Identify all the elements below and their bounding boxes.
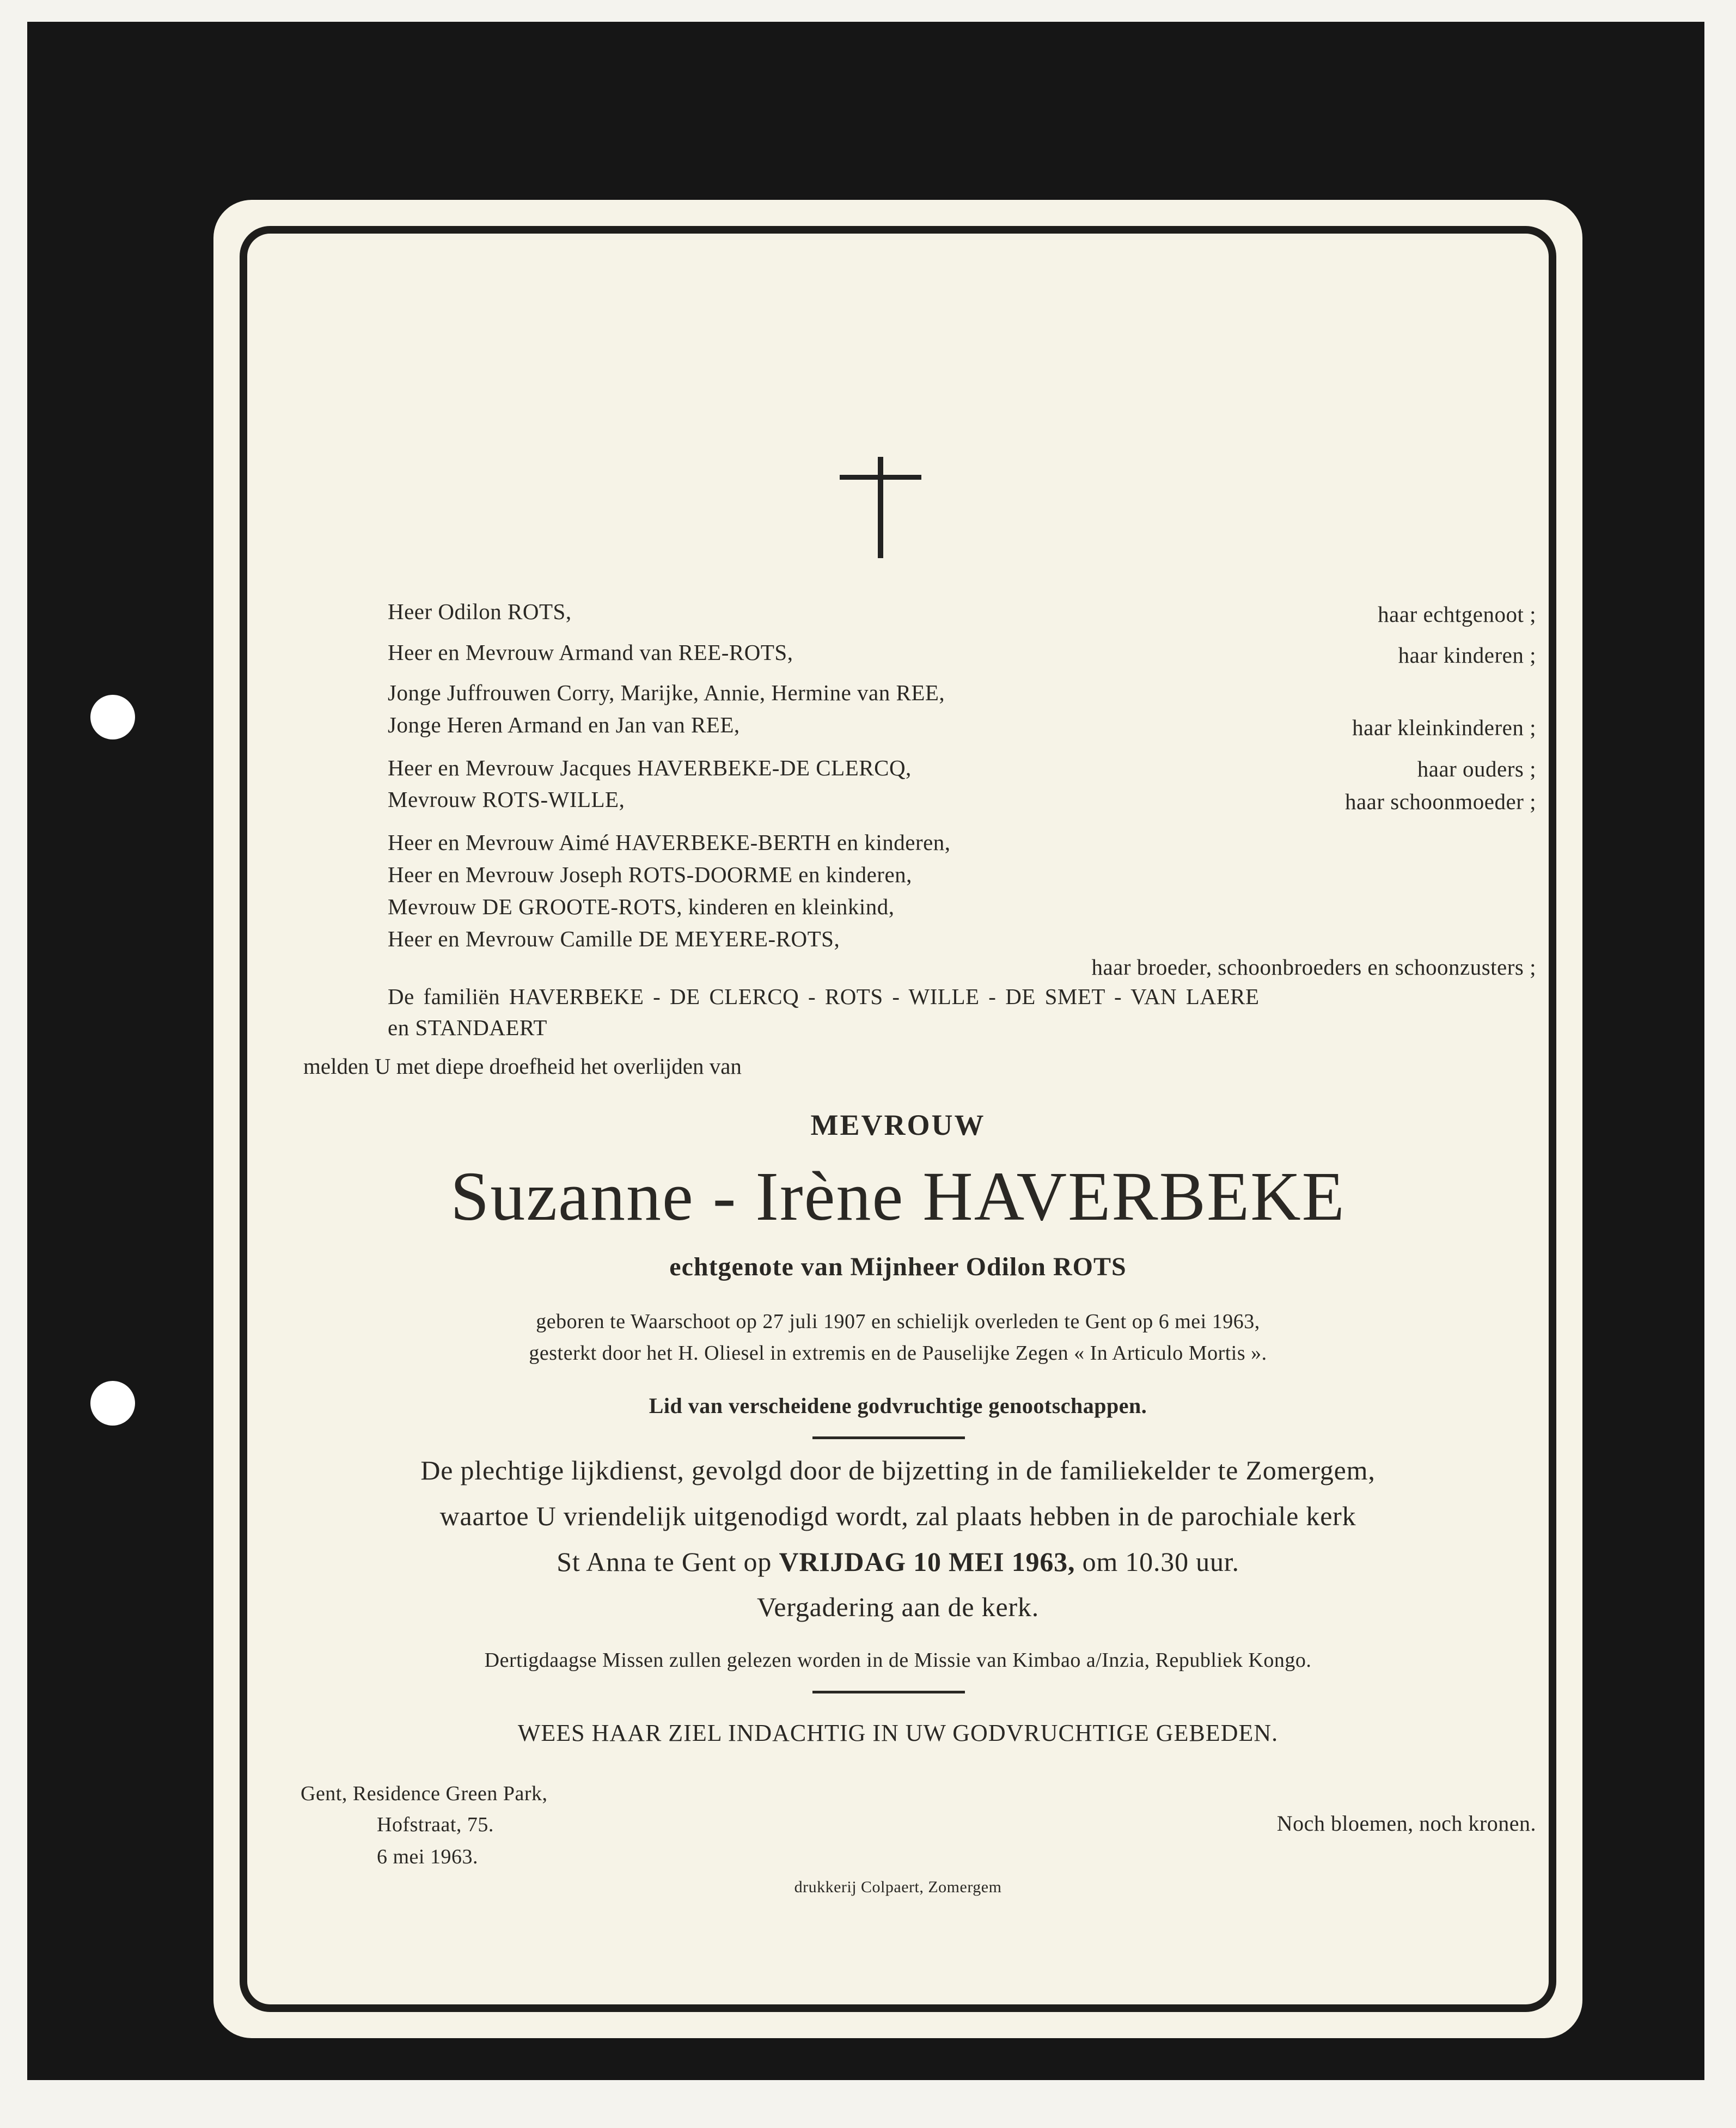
- service-date: VRIJDAG 10 MEI 1963,: [779, 1546, 1075, 1577]
- service-line: De plechtige lijkdienst, gevolgd door de bijzetting in de familiekelder te Zomergem,: [420, 1455, 1376, 1485]
- death-notice-card: [213, 200, 1582, 2038]
- family-line: Heer en Mevrouw Armand van REE-ROTS,: [388, 640, 793, 665]
- service-line: waartoe U vriendelijk uitgenodigd wordt, zal plaats hebben in de parochiale kerk: [439, 1501, 1356, 1531]
- family-line: Heer en Mevrouw Aimé HAVERBEKE-BERTH en kinderen,: [388, 830, 951, 855]
- family-line: Mevrouw DE GROOTE-ROTS, kinderen en kleinkind,: [388, 894, 895, 919]
- family-relation: haar kleinkinderen ;: [1352, 715, 1536, 740]
- divider: [812, 1436, 965, 1439]
- service-date-line: [213, 1548, 1582, 1575]
- masses-line: Dertigdaagse Missen zullen gelezen worden in de Missie van Kimbao a/Inzia, Republiek Kongo.: [484, 1649, 1312, 1672]
- punch-hole-top: [90, 695, 135, 739]
- family-relation: haar echtgenoot ;: [1378, 602, 1536, 627]
- announcement: melden U met diepe droefheid het overlijden van: [303, 1054, 742, 1079]
- birth-line: geboren te Waarschoot op 27 juli 1907 en schielijk overleden te Gent op 6 mei 1963,: [536, 1310, 1260, 1333]
- prayer-request: WEES HAAR ZIEL INDACHTIG IN UW GODVRUCHTIGE GEBEDEN.: [517, 1720, 1279, 1746]
- address-line: Hofstraat, 75.: [377, 1813, 494, 1836]
- families-line: en STANDAERT: [388, 1015, 547, 1040]
- family-line: Heer Odilon ROTS,: [388, 599, 572, 624]
- family-relation: haar ouders ;: [1417, 756, 1536, 781]
- title: MEVROUW: [810, 1109, 986, 1141]
- cross-icon: [840, 457, 921, 558]
- service-church: St Anna te Gent op: [557, 1546, 772, 1577]
- sacrament-line: gesterkt door het H. Oliesel in extremis en de Pauselijke Zegen « In Articulo Mortis ».: [529, 1342, 1267, 1365]
- deceased-name: Suzanne - Irène HAVERBEKE: [450, 1158, 1346, 1235]
- no-flowers-note: Noch bloemen, noch kronen.: [1276, 1811, 1536, 1836]
- spouse-line: echtgenote van Mijnheer Odilon ROTS: [669, 1252, 1127, 1281]
- family-line: Jonge Heren Armand en Jan van REE,: [388, 712, 740, 737]
- punch-hole-bottom: [90, 1381, 135, 1426]
- family-line: Heer en Mevrouw Jacques HAVERBEKE-DE CLERCQ,: [388, 755, 912, 780]
- family-relation: haar schoonmoeder ;: [1344, 789, 1536, 814]
- family-line: Jonge Juffrouwen Corry, Marijke, Annie, Hermine van REE,: [388, 680, 945, 705]
- gathering-line: Vergadering aan de kerk.: [756, 1592, 1040, 1622]
- printer-credit: drukkerij Colpaert, Zomergem: [794, 1878, 1002, 1896]
- family-line: Heer en Mevrouw Camille DE MEYERE-ROTS,: [388, 926, 840, 951]
- black-backing-sheet: [27, 22, 1704, 2080]
- family-line: Mevrouw ROTS-WILLE,: [388, 787, 625, 812]
- address-line: Gent, Residence Green Park,: [301, 1782, 548, 1805]
- family-relation: haar kinderen ;: [1398, 643, 1536, 668]
- address-date: 6 mei 1963.: [377, 1845, 478, 1868]
- divider: [812, 1691, 965, 1693]
- family-line: Heer en Mevrouw Joseph ROTS-DOORME en kinderen,: [388, 862, 912, 887]
- siblings-relation: haar broeder, schoonbroeders en schoonzusters ;: [1091, 955, 1536, 980]
- families-line: De familiën HAVERBEKE - DE CLERCQ - ROTS - WILLE - DE SMET - VAN LAERE: [388, 984, 1260, 1009]
- service-time: om 10.30 uur.: [1082, 1546, 1239, 1577]
- membership-line: Lid van verscheidene godvruchtige genootschappen.: [649, 1393, 1147, 1418]
